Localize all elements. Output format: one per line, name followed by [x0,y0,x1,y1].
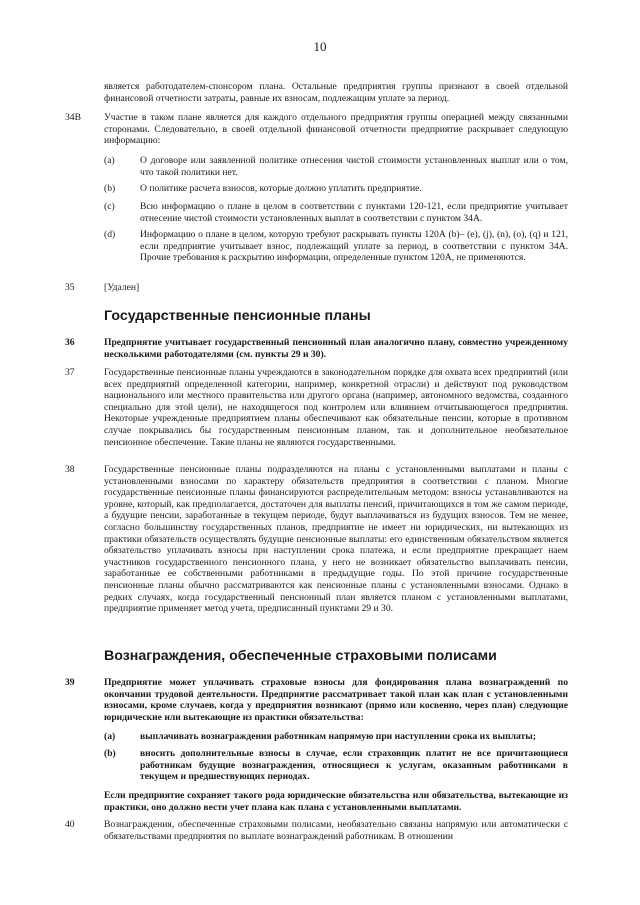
item-34b-b-label: (b) [104,183,116,194]
item-34b-a-label: (a) [104,155,115,166]
item-34b-b: О политике расчета взносов, которые должно уплатить предприятие. [140,183,422,194]
paragraph-40: Вознаграждения, обеспеченные страховыми полисами, необязательно связаны напрямую или автоматически с обязательствами предприятия по выплате вознаграждений работникам. В отношении [104,819,568,842]
item-34b-d-label: (d) [104,229,116,240]
item-39-a-label: (a) [104,731,116,742]
paragraph-39-closing: Если предприятие сохраняет такого рода юридические обязательства или обязательства, вытекающие из практики, оно должно вести учет плана как плана с установленными выплатами. [104,790,568,813]
paragraph-34b: Участие в таком плане является для каждого отдельного предприятия группы операцией между связанными сторонами. Следовательно, в своей отдельной финансовой отчетности предприятие раскрывает следующую информацию: [104,112,568,147]
paragraph-number-38: 38 [65,464,75,475]
section-heading-state-plans: Государственные пенсионные планы [104,308,371,324]
item-34b-c-label: (c) [104,201,115,212]
paragraph-number-40: 40 [65,819,75,830]
paragraph-number-34b: 34B [65,112,81,123]
item-39-b-label: (b) [104,748,116,759]
paragraph-number-37: 37 [65,367,75,378]
item-39-b: вносить дополнительные взносы в случае, если страховщик платит не все причитающиеся работникам будущие вознаграждения, относящиеся к услугам, оказанным работниками в текущем и предшествующих периодах. [140,748,568,783]
item-39-a: выплачивать вознаграждения работникам напрямую при наступлении срока их выплаты; [140,731,536,742]
paragraph-39: Предприятие может уплачивать страховые взносы для фондирования плана вознаграждений по окончании трудовой деятельности. Предприятие рассматривает такой план как план с установленными взносами, кроме случаев, когда у предприятия возникают (прямо или косвенно, через план) следующие юридические или вытекающие из практики обязательства: [104,677,568,723]
paragraph-35: [Удален] [104,282,140,293]
paragraph-number-39: 39 [65,677,75,688]
page-number: 10 [313,39,327,54]
paragraph-number-36: 36 [65,337,75,348]
paragraph-38: Государственные пенсионные планы подразделяются на планы с установленными выплатами и планы с установленными взносами по характеру обязательств предприятия в соответствии с планом. Многие государственные пенсионные планы финансируются распределительным методом: взносы устанавливаются на уровне, который, как предполагается, достаточен для выплаты пенсий, причитающихся в том же самом периоде, а будущие пенсии, заработанные в текущем периоде, будут выплачиваться из будущих взносов. Тем не менее, согласно большинству государственных планов, предприятие не имеет ни юридических, ни вытекающих из практики обязательств осуществлять будущие пенсионные выплаты: его единственным обязательством является обязательство уплачивать взносы при наступлении срока платежа, и если предприятие прекращает наем участников государственного пенсионного плана, у него не возникает обязательство выплачивать пенсии, заработанные ее собственными работниками в предыдущие годы. По этой причине государственные пенсионные планы обычно рассматриваются как пенсионные планы с установленными взносами. Однако в редких случаях, когда государственный пенсионный план является планом с установленными выплатами, предприятие применяет метод учета, предписанный пунктами 29 и 30. [104,464,568,615]
paragraph-36: Предприятие учитывает государственный пенсионный план аналогично плану, совместно учрежденному несколькими работодателями (см. пункты 29 и 30). [104,337,568,360]
paragraph-37: Государственные пенсионные планы учреждаются в законодательном порядке для охвата всех предприятий (или всех предприятий определенной категории, например, конкретной отрасли) и действуют под руководством национального или местного правительства или другого органа (например, автономного ведомства, созданного специально для этой цели), не находящегося под контролем или влиянием отчитывающегося предприятия. Некоторые учрежденные предприятием планы обеспечивают как обязательные пенсии, которые в противном случае покрывались бы государственным пенсионным планом, так и дополнительное необязательное пенсионное обеспечение. Такие планы не являются государственными. [104,367,568,448]
paragraph-number-35: 35 [65,282,75,293]
item-34b-c: Всю информацию о плане в целом в соответствии с пунктами 120-121, если предприятие учитывает отнесение чистой стоимости установленных выплат в соответствии с пунктом 34А. [140,201,568,224]
item-34b-a: О договоре или заявленной политике отнесения чистой стоимости установленных выплат или о том, что такой политики нет. [140,155,568,178]
item-34b-d: Информацию о плане в целом, которую требуют раскрывать пункты 120А (b)– (е), (j), (n), (o), (q) и 121, если предприятие учитывает взнос, подлежащий уплате за период, в соответствии с пунктом 34А. Прочие требования к раскрытию информации, определенные пунктом 120А, не применяются. [140,229,568,264]
section-heading-insured-benefits: Вознаграждения, обеспеченные страховыми полисами [104,648,497,664]
lead-paragraph: является работодателем-спонсором плана. Остальные предприятия группы признают в своей отдельной финансовой отчетности затраты, равные их взносам, подлежащим уплате за период. [104,81,568,104]
